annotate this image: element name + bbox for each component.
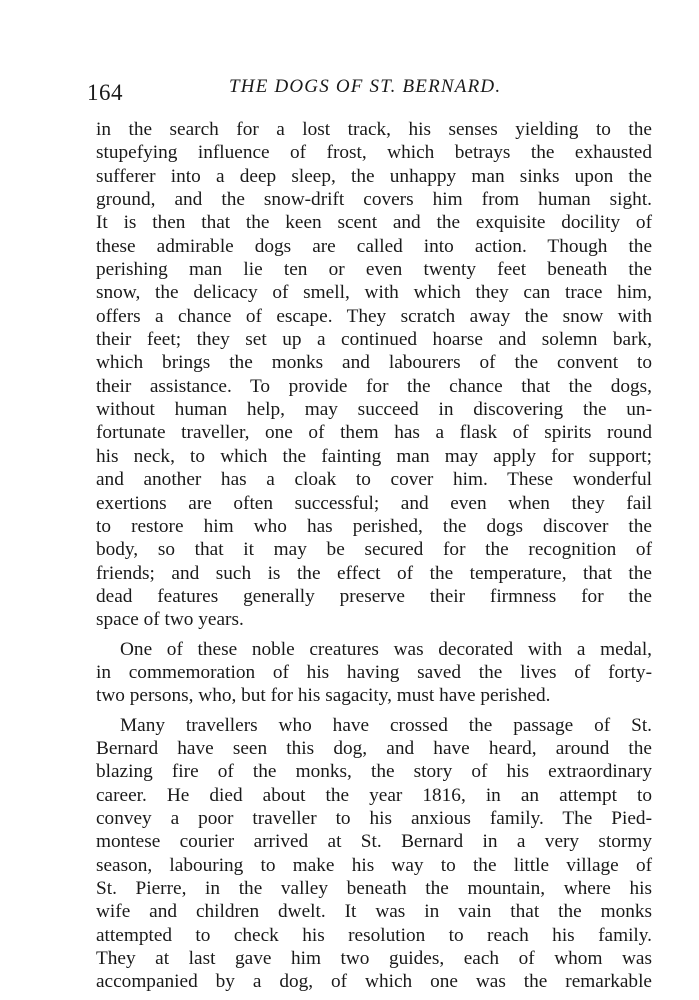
text-line: wife and children dwelt. It was in vain that the monks xyxy=(96,901,652,923)
text-line: space of two years. xyxy=(96,609,244,631)
text-line: in the search for a lost track, his senses yielding to the xyxy=(96,119,652,140)
text-line: It is then that the keen scent and the exquisite docility of xyxy=(96,212,652,234)
text-line: their feet; they set up a continued hoarse and solemn bark, xyxy=(96,329,652,351)
text-line: to restore him who has perished, the dogs discover the xyxy=(96,515,652,537)
page-number: 164 xyxy=(87,80,123,105)
text-line: friends; and such is the effect of the temperature, that the xyxy=(96,562,652,584)
text-line: accompanied by a dog, of which one was the remarkable xyxy=(96,971,652,993)
text-line: career. He died about the year 1816, in an attempt to xyxy=(96,784,652,806)
text-line: offers a chance of escape. They scratch away the snow with xyxy=(96,305,652,327)
text-line: fortunate traveller, one of them has a flask of spirits round xyxy=(96,422,652,444)
text-line: perishing man lie ten or even twenty feet beneath the xyxy=(96,259,652,281)
text-line: without human help, may succeed in discovering the un- xyxy=(96,399,652,421)
text-line: montese courier arrived at St. Bernard in a very stormy xyxy=(96,831,652,853)
text-line: attempted to check his resolution to reach his family. xyxy=(96,924,652,946)
text-line: They at last gave him two guides, each of whom was xyxy=(96,948,652,970)
text-line: snow, the delicacy of smell, with which they can trace him, xyxy=(96,282,652,304)
running-title: THE DOGS OF ST. BERNARD. xyxy=(229,76,502,97)
text-line: sufferer into a deep sleep, the unhappy man sinks upon the xyxy=(96,165,652,187)
text-line: St. Pierre, in the valley beneath the mountain, where his xyxy=(96,878,652,899)
page-header xyxy=(87,76,647,104)
text-line: which brings the monks and labourers of the convent to xyxy=(96,352,652,374)
text-line: Bernard have seen this dog, and have heard, around the xyxy=(96,737,652,759)
text-line: exertions are often successful; and even when they fail xyxy=(96,492,652,514)
text-line: body, so that it may be secured for the recognition of xyxy=(96,539,652,561)
paragraph-3 xyxy=(96,714,652,994)
text-line: dead features generally preserve their firmness for the xyxy=(96,585,652,607)
text-line: two persons, who, but for his sagacity, must have perished. xyxy=(96,685,551,707)
text-line: convey a poor traveller to his anxious family. The Pied- xyxy=(96,807,652,829)
text-line: blazing fire of the monks, the story of his extraordinary xyxy=(96,761,652,783)
paragraph-1 xyxy=(96,118,652,632)
text-line: their assistance. To provide for the chance that the dogs, xyxy=(96,375,652,397)
text-line: Many travellers who have crossed the passage of St. xyxy=(120,714,652,736)
text-line: and another has a cloak to cover him. These wonderful xyxy=(96,469,652,491)
paragraph-2 xyxy=(96,638,652,708)
text-line: stupefying influence of frost, which betrays the exhausted xyxy=(96,142,652,164)
text-line: in commemoration of his having saved the lives of forty- xyxy=(96,661,652,683)
body-text xyxy=(96,118,652,994)
text-line: One of these noble creatures was decorated with a medal, xyxy=(120,638,652,660)
text-line: season, labouring to make his way to the little village of xyxy=(96,854,652,876)
text-line: these admirable dogs are called into action. Though the xyxy=(96,235,652,257)
text-line: ground, and the snow-drift covers him from human sight. xyxy=(96,189,652,211)
text-line: his neck, to which the fainting man may apply for support; xyxy=(96,445,652,467)
